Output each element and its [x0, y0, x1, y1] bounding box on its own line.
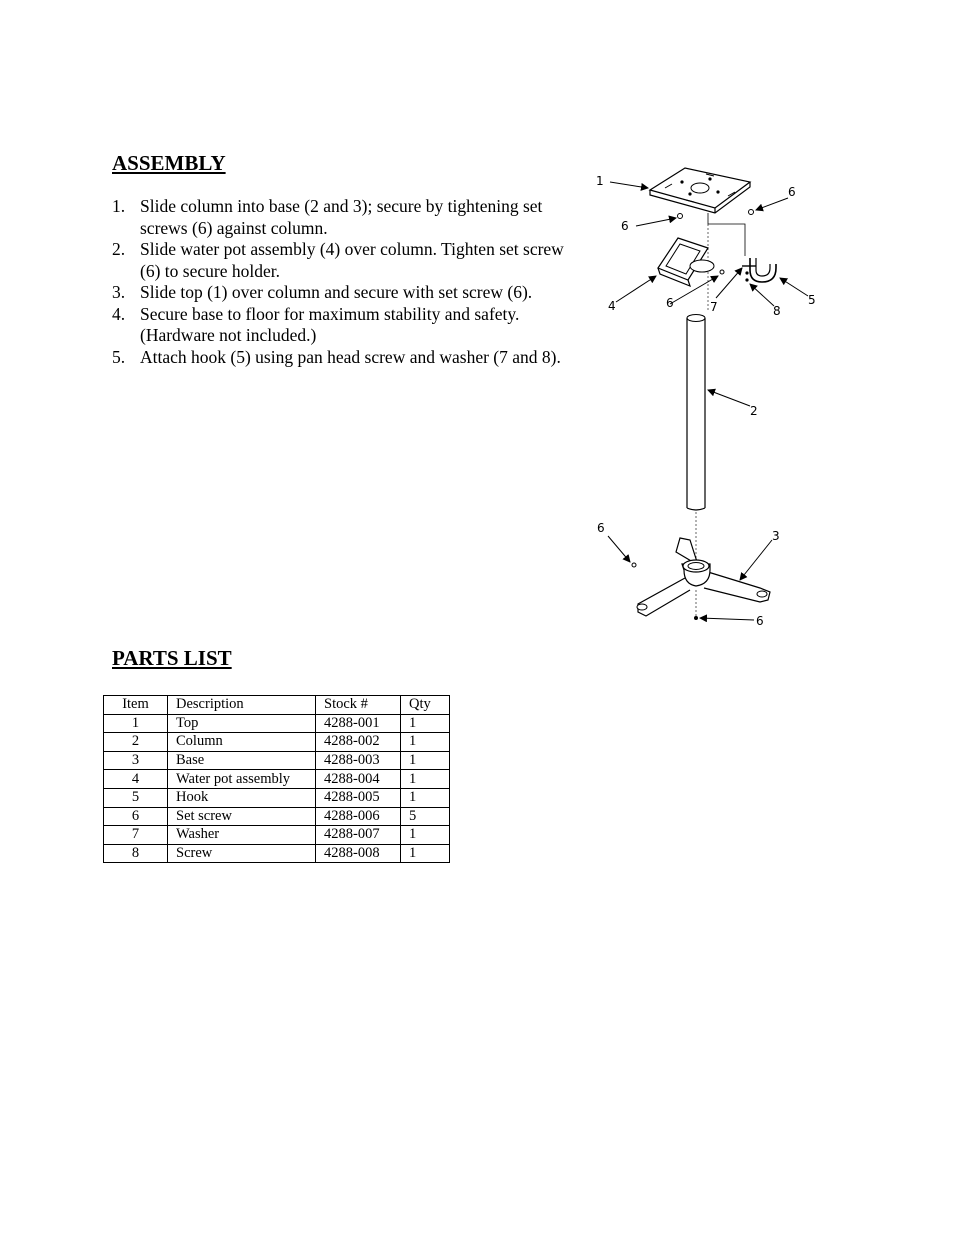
base-part: [637, 538, 770, 616]
cell-item: 3: [104, 751, 168, 770]
callout-label: 2: [750, 404, 758, 418]
callout-label: 6: [666, 296, 674, 310]
step-text: Secure base to floor for maximum stability and safety. (Hardware not included.): [140, 303, 520, 345]
table-row: [104, 733, 450, 752]
assembly-step: [112, 239, 572, 282]
callout-label: 6: [756, 614, 764, 628]
assembly-step: [112, 282, 572, 304]
table-row: [104, 751, 450, 770]
column-header-stock: Stock #: [316, 696, 401, 715]
step-text: Slide column into base (2 and 3); secure by tightening set screws (6) against column.: [140, 196, 543, 238]
cell-item: 5: [104, 788, 168, 807]
callout-label: 1: [596, 174, 604, 188]
set-screw-part: [632, 563, 636, 567]
set-screw-part: [678, 214, 683, 219]
column-part: [687, 315, 705, 511]
step-number: 3.: [112, 282, 126, 302]
cell-description: Water pot assembly: [168, 770, 316, 789]
table-header-row: [104, 696, 450, 715]
cell-stock: 4288-004: [316, 770, 401, 789]
assembly-step: [112, 347, 572, 369]
step-number: 5.: [112, 346, 126, 367]
screw-part: [745, 278, 748, 281]
cell-description: Column: [168, 733, 316, 752]
parts-table: [103, 695, 450, 863]
step-number: 1.: [112, 196, 126, 216]
cell-qty: 1: [401, 770, 450, 789]
cell-item: 6: [104, 807, 168, 826]
cell-stock: 4288-008: [316, 844, 401, 863]
callout-label: 6: [621, 219, 629, 233]
step-text: Slide water pot assembly (4) over column. Tighten set screw (6) to secure holder.: [140, 239, 564, 281]
step-text: Attach hook (5) using pan head screw and washer (7 and 8).: [140, 346, 561, 367]
cell-qty: 1: [401, 826, 450, 845]
cell-stock: 4288-007: [316, 826, 401, 845]
table-row: [104, 844, 450, 863]
callout-label: 5: [808, 293, 816, 307]
table-row: [104, 807, 450, 826]
assembly-heading: ASSEMBLY: [112, 151, 226, 175]
cell-item: 7: [104, 826, 168, 845]
set-screw-part: [694, 616, 698, 620]
cell-description: Hook: [168, 788, 316, 807]
cell-stock: 4288-002: [316, 733, 401, 752]
callout-label: 4: [608, 299, 616, 313]
cell-qty: 1: [401, 844, 450, 863]
step-text: Slide top (1) over column and secure with set screw (6).: [140, 282, 533, 302]
assembly-step: [112, 196, 572, 239]
table-row: [104, 788, 450, 807]
cell-qty: 1: [401, 733, 450, 752]
cell-item: 4: [104, 770, 168, 789]
cell-qty: 1: [401, 751, 450, 770]
cell-description: Base: [168, 751, 316, 770]
cell-qty: 5: [401, 807, 450, 826]
top-plate-part: [650, 168, 750, 213]
parts-list-heading: PARTS LIST: [112, 646, 232, 670]
cell-qty: 1: [401, 714, 450, 733]
callout-label: 3: [772, 529, 780, 543]
cell-stock: 4288-003: [316, 751, 401, 770]
cell-item: 8: [104, 844, 168, 863]
cell-stock: 4288-005: [316, 788, 401, 807]
column-header-qty: Qty: [401, 696, 450, 715]
table-row: [104, 770, 450, 789]
assembly-step: [112, 304, 572, 347]
callout-label: 7: [710, 300, 718, 314]
cell-description: Set screw: [168, 807, 316, 826]
cell-qty: 1: [401, 788, 450, 807]
table-row: [104, 826, 450, 845]
callout-label: 8: [773, 304, 781, 318]
washer-part: [745, 271, 748, 274]
cell-description: Screw: [168, 844, 316, 863]
cell-item: 1: [104, 714, 168, 733]
set-screw-part: [749, 210, 754, 215]
cell-description: Washer: [168, 826, 316, 845]
assembly-steps: [112, 196, 572, 368]
callout-label: 6: [597, 521, 605, 535]
step-number: 4.: [112, 303, 126, 324]
cell-item: 2: [104, 733, 168, 752]
cell-stock: 4288-006: [316, 807, 401, 826]
column-header-item: Item: [104, 696, 168, 715]
callout-label: 6: [788, 185, 796, 199]
cell-description: Top: [168, 714, 316, 733]
table-row: [104, 714, 450, 733]
hook-part: [742, 258, 776, 282]
column-header-description: Description: [168, 696, 316, 715]
step-number: 2.: [112, 239, 126, 259]
exploded-assembly-diagram: [590, 160, 830, 635]
cell-stock: 4288-001: [316, 714, 401, 733]
